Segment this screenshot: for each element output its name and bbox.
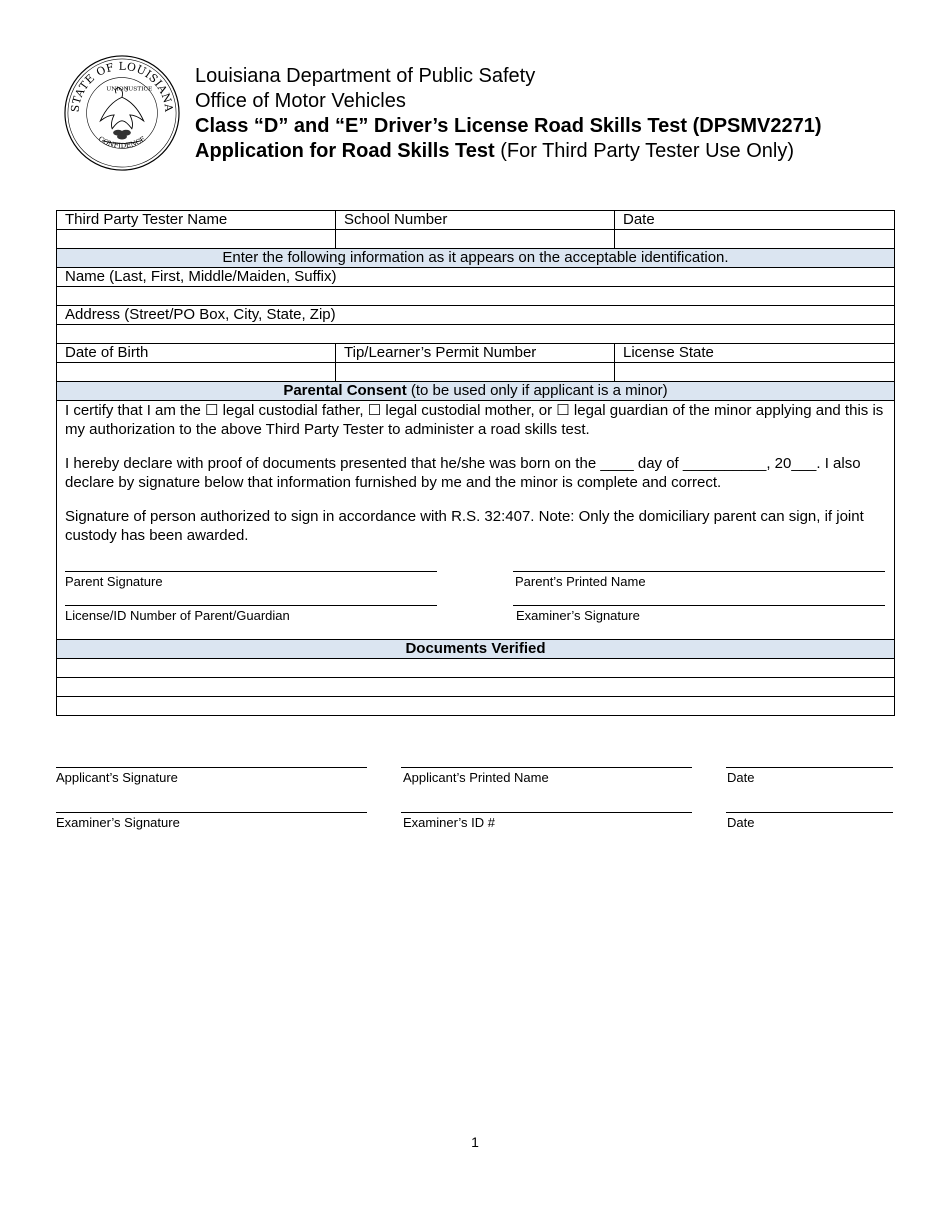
department-name: Louisiana Department of Public Safety bbox=[195, 65, 536, 87]
applicant-signature-line[interactable] bbox=[56, 767, 367, 768]
tester-name-label: Third Party Tester Name bbox=[57, 211, 336, 230]
documents-verified-row[interactable] bbox=[57, 678, 895, 697]
date-label: Date bbox=[615, 211, 895, 230]
tester-name-field[interactable] bbox=[57, 230, 336, 249]
documents-verified-row[interactable] bbox=[57, 697, 895, 716]
parent-license-id-label: License/ID Number of Parent/Guardian bbox=[65, 608, 290, 623]
applicant-date-line[interactable] bbox=[726, 767, 893, 768]
parental-consent-heading: Parental Consent (to be used only if applicant is a minor) bbox=[57, 382, 895, 401]
license-state-field[interactable] bbox=[615, 363, 895, 382]
office-name: Office of Motor Vehicles bbox=[195, 90, 406, 112]
name-label: Name (Last, First, Middle/Maiden, Suffix) bbox=[57, 268, 895, 287]
form-title: Class “D” and “E” Driver’s License Road Skills Test (DPSMV2271) bbox=[195, 115, 822, 137]
examiner-id-line[interactable] bbox=[401, 812, 692, 813]
address-label: Address (Street/PO Box, City, State, Zip) bbox=[57, 306, 895, 325]
svg-text:UNION: UNION bbox=[106, 86, 129, 93]
documents-verified-heading: Documents Verified bbox=[57, 640, 895, 659]
applicant-signature-label: Applicant’s Signature bbox=[56, 770, 178, 785]
parent-printed-name-label: Parent’s Printed Name bbox=[515, 574, 646, 589]
examiner-signature-line[interactable] bbox=[56, 812, 367, 813]
applicant-printed-name-label: Applicant’s Printed Name bbox=[403, 770, 549, 785]
examiner-signature-label: Examiner’s Signature bbox=[56, 815, 180, 830]
consent-certification-text: I certify that I am the ☐ legal custodial father, ☐ legal custodial mother, or ☐ legal guardian of the minor applying and this is my authorization to the above Third Party Tester to administer a road skills test. bbox=[65, 402, 884, 438]
applicant-printed-name-line[interactable] bbox=[401, 767, 692, 768]
address-field[interactable] bbox=[57, 325, 895, 344]
svg-text:STATE OF LOUISIANA: STATE OF LOUISIANA bbox=[68, 59, 176, 113]
examiner-date-line[interactable] bbox=[726, 812, 893, 813]
school-number-label: School Number bbox=[336, 211, 615, 230]
consent-authorization-note: Signature of person authorized to sign in accordance with R.S. 32:407. Note: Only the domiciliary parent can sign, if joint custody has been awarded. bbox=[65, 508, 864, 544]
school-number-field[interactable] bbox=[336, 230, 615, 249]
louisiana-state-seal bbox=[63, 54, 181, 172]
parent-printed-name-line[interactable] bbox=[513, 571, 885, 572]
svg-text:JUSTICE: JUSTICE bbox=[125, 86, 153, 93]
page-number: 1 bbox=[471, 1134, 479, 1150]
examiner-id-label: Examiner’s ID # bbox=[403, 815, 495, 830]
dob-label: Date of Birth bbox=[57, 344, 336, 363]
documents-verified-row[interactable] bbox=[57, 659, 895, 678]
license-state-label: License State bbox=[615, 344, 895, 363]
date-field[interactable] bbox=[615, 230, 895, 249]
name-field[interactable] bbox=[57, 287, 895, 306]
permit-number-field[interactable] bbox=[336, 363, 615, 382]
consent-examiner-signature-line[interactable] bbox=[513, 605, 885, 606]
parental-consent-section bbox=[57, 401, 895, 640]
consent-examiner-signature-label: Examiner’s Signature bbox=[516, 608, 640, 623]
permit-number-label: Tip/Learner’s Permit Number bbox=[336, 344, 615, 363]
examiner-date-label: Date bbox=[727, 815, 755, 830]
form-subtitle: Application for Road Skills Test (For Third Party Tester Use Only) bbox=[195, 140, 795, 162]
application-form-table bbox=[56, 210, 895, 716]
applicant-date-label: Date bbox=[727, 770, 755, 785]
id-instruction: Enter the following information as it appears on the acceptable identification. bbox=[57, 249, 895, 268]
dob-field[interactable] bbox=[57, 363, 336, 382]
svg-text:CONFIDENCE: CONFIDENCE bbox=[96, 134, 148, 150]
document-header bbox=[195, 64, 822, 164]
parent-signature-label: Parent Signature bbox=[65, 574, 163, 589]
parent-signature-line[interactable] bbox=[65, 571, 437, 572]
parent-license-id-line[interactable] bbox=[65, 605, 437, 606]
consent-declaration-text: I hereby declare with proof of documents presented that he/she was born on the ____ day of __________, 20___. I also declare by signature below that information furnished by me and the minor is complete and correct. bbox=[65, 455, 861, 491]
